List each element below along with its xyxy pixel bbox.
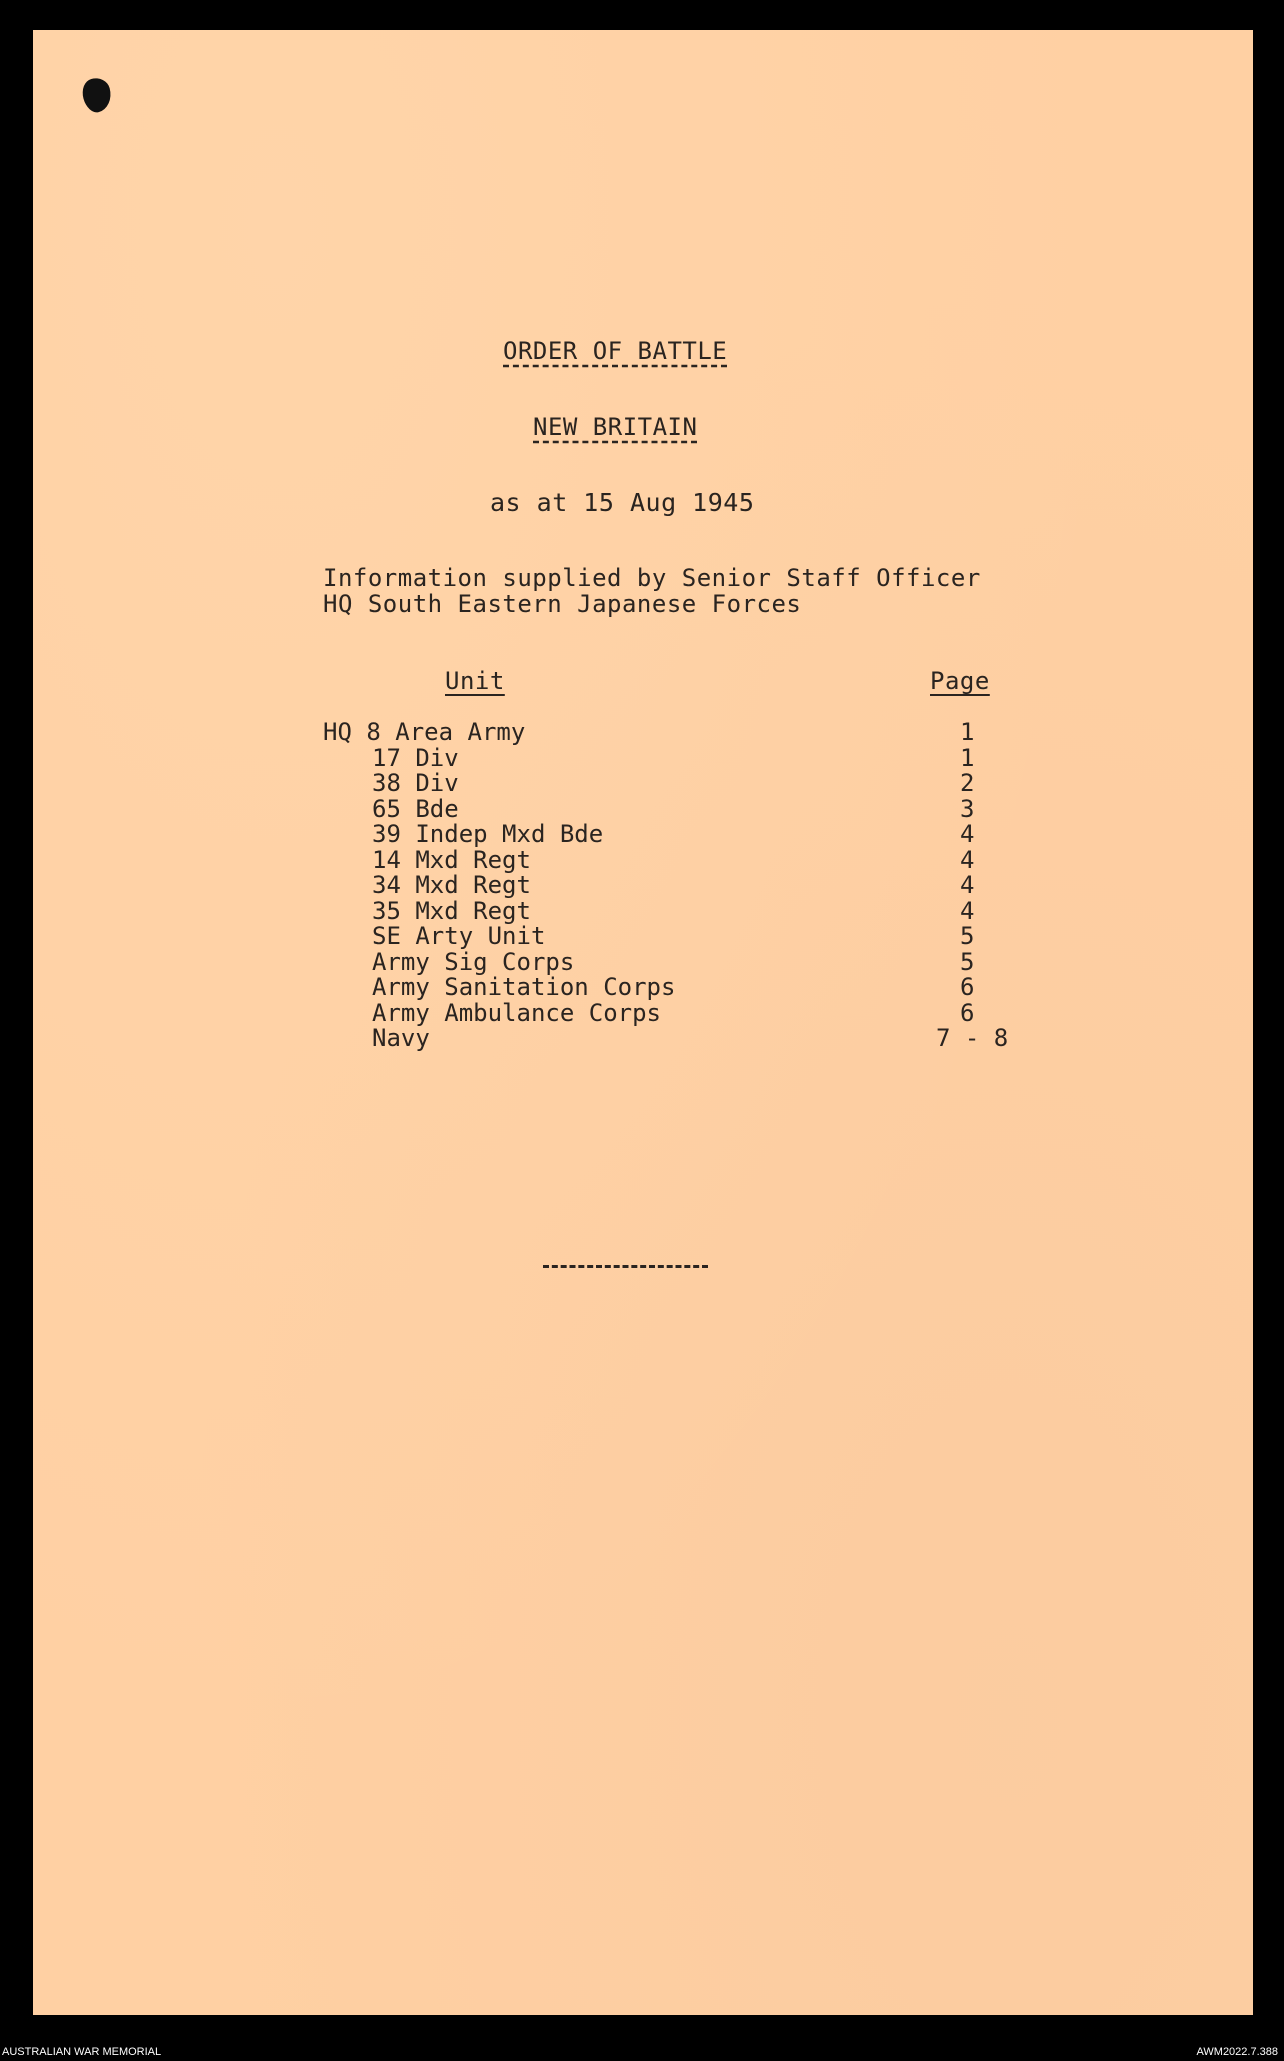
unit-name: 38 Div bbox=[372, 769, 459, 797]
page-number: 4 bbox=[960, 871, 975, 899]
page-number: 5 bbox=[960, 922, 975, 950]
list-item bbox=[33, 871, 1253, 897]
page-number: 4 bbox=[960, 820, 975, 848]
unit-name: Army Sig Corps bbox=[372, 948, 575, 976]
page-number: 1 bbox=[960, 718, 975, 746]
unit-name: 34 Mxd Regt bbox=[372, 871, 531, 899]
column-header-unit: Unit bbox=[445, 667, 505, 695]
page-number: 4 bbox=[960, 897, 975, 925]
unit-name: Army Sanitation Corps bbox=[372, 973, 676, 1001]
list-item bbox=[33, 999, 1253, 1025]
list-item bbox=[33, 846, 1253, 872]
list-item bbox=[33, 922, 1253, 948]
document-page bbox=[33, 30, 1253, 2015]
document-date: as at 15 Aug 1945 bbox=[490, 488, 755, 517]
unit-name: Navy bbox=[372, 1024, 430, 1052]
page-number: 3 bbox=[960, 795, 975, 823]
page-number: 2 bbox=[960, 769, 975, 797]
unit-name: Army Ambulance Corps bbox=[372, 999, 661, 1027]
info-line-1: Information supplied by Senior Staff Officer bbox=[323, 564, 981, 592]
column-header-page: Page bbox=[930, 667, 990, 695]
unit-name: 35 Mxd Regt bbox=[372, 897, 531, 925]
document-title: ORDER OF BATTLE bbox=[503, 337, 728, 365]
page-number: 7 - 8 bbox=[936, 1024, 1009, 1052]
page-number: 6 bbox=[960, 973, 975, 1001]
unit-name: HQ 8 Area Army bbox=[323, 718, 526, 746]
end-divider bbox=[543, 1265, 708, 1268]
unit-name: 65 Bde bbox=[372, 795, 459, 823]
list-item bbox=[33, 1024, 1253, 1050]
punch-hole-icon bbox=[79, 75, 115, 115]
list-item bbox=[33, 948, 1253, 974]
list-item bbox=[33, 744, 1253, 770]
list-item bbox=[33, 973, 1253, 999]
list-item bbox=[33, 769, 1253, 795]
info-line-2: HQ South Eastern Japanese Forces bbox=[323, 590, 802, 618]
unit-name: 14 Mxd Regt bbox=[372, 846, 531, 874]
page-number: 4 bbox=[960, 846, 975, 874]
page-number: 5 bbox=[960, 948, 975, 976]
list-item bbox=[33, 820, 1253, 846]
list-item bbox=[33, 718, 1253, 744]
page-number: 6 bbox=[960, 999, 975, 1027]
document-region: NEW BRITAIN bbox=[533, 413, 698, 441]
list-item bbox=[33, 795, 1253, 821]
footer-accession: AWM2022.7.388 bbox=[1196, 2046, 1278, 2058]
list-item bbox=[33, 897, 1253, 923]
unit-name: SE Arty Unit bbox=[372, 922, 546, 950]
unit-name: 39 Indep Mxd Bde bbox=[372, 820, 604, 848]
footer-source: AUSTRALIAN WAR MEMORIAL bbox=[2, 2046, 162, 2058]
unit-name: 17 Div bbox=[372, 744, 459, 772]
page-number: 1 bbox=[960, 744, 975, 772]
